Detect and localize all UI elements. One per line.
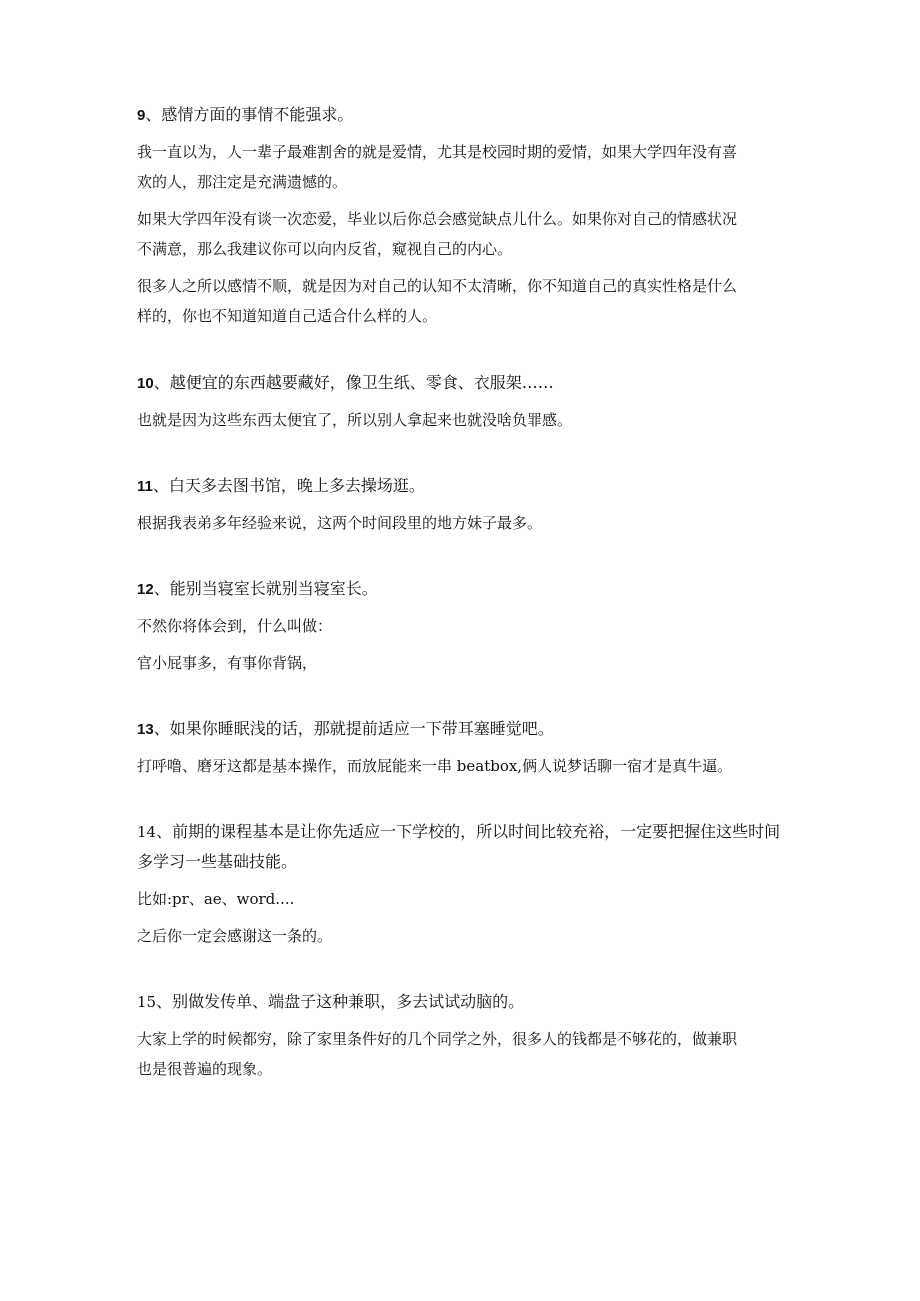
section-title-continued: 多学习一些基础技能。 [137,852,298,871]
section-title: 、前期的课程基本是让你先适应一下学校的，所以时间比较充裕，一定要把握住这些时间 [156,822,781,841]
paragraph [137,921,797,951]
section-title: 、越便宜的东西越要藏好，像卫生纸、零食、衣服架…… [153,373,554,392]
paragraph-line: 大家上学的时候都穷，除了家里条件好的几个同学之外，很多人的钱都是不够花的，做兼职 [137,1030,738,1048]
section-number: 10 [137,375,154,392]
section-number: 13 [137,721,154,738]
paragraph-line: 很多人之所以感情不顺，就是因为对自己的认知不太清晰，你不知道自己的真实性格是什么 [137,277,738,295]
section-11 [137,471,797,538]
paragraph-line: 不满意，那么我建议你可以向内反省，窥视自己的内心。 [137,240,513,258]
paragraph [137,751,797,781]
paragraph-line: 也就是因为这些东西太便宜了，所以别人拿起来也就没啥负罪感。 [137,411,573,429]
paragraph [137,611,797,641]
section-title: 、白天多去图书馆，晚上多去操场逛。 [152,476,425,495]
paragraph [137,137,797,197]
paragraph-line: 如果大学四年没有谈一次恋爱，毕业以后你总会感觉缺点儿什么。如果你对自己的情感状况 [137,210,738,228]
section-number: 15 [137,993,157,1011]
paragraph [137,1024,797,1084]
section-title: 、别做发传单、端盘子这种兼职，多去试试动脑的。 [156,992,525,1011]
section-title: 、感情方面的事情不能强求。 [145,105,354,124]
section-number: 11 [137,478,153,495]
paragraph-line: 根据我表弟多年经验来说，这两个时间段里的地方妹子最多。 [137,514,543,532]
paragraph-line: 不然你将体会到，什么叫做： [137,617,333,635]
section-15 [137,987,797,1084]
section-title: 、能别当寝室长就别当寝室长。 [153,579,378,598]
section-12 [137,574,797,678]
paragraph-line: 我一直以为，人一辈子最难割舍的就是爱情，尤其是校园时期的爱情，如果大学四年没有喜 [137,143,738,161]
section-heading [137,471,797,501]
paragraph [137,405,797,435]
section-10 [137,368,797,435]
paragraph [137,884,797,914]
paragraph [137,508,797,538]
article-body [137,100,797,1084]
section-14 [137,817,797,951]
section-heading [137,368,797,398]
section-number: 12 [137,581,154,598]
section-9 [137,100,797,331]
paragraph-line: 也是很普遍的现象。 [137,1060,273,1078]
paragraph [137,271,797,331]
section-title: 、如果你睡眠浅的话，那就提前适应一下带耳塞睡觉吧。 [153,719,554,738]
section-heading-continued [137,847,797,877]
section-heading [137,817,797,847]
paragraph-line: 官小屁事多，有事你背锅， [137,654,318,672]
section-heading [137,100,797,130]
paragraph-line: 之后你一定会感谢这一条的。 [137,927,333,945]
paragraph [137,204,797,264]
paragraph-line: 样的，你也不知道知道自己适合什么样的人。 [137,307,438,325]
paragraph-line: 打呼噜、磨牙这都是基本操作，而放屁能来一串 beatbox,俩人说梦话聊一宿才是真牛逼。 [137,757,733,775]
paragraph-line: 比如:pr、ae、word.... [137,890,295,908]
section-number: 14 [137,823,157,841]
section-heading [137,714,797,744]
paragraph-line: 欢的人，那注定是充满遗憾的。 [137,173,348,191]
section-heading [137,574,797,604]
section-heading [137,987,797,1017]
section-number: 9 [137,107,146,124]
paragraph [137,648,797,678]
section-13 [137,714,797,781]
